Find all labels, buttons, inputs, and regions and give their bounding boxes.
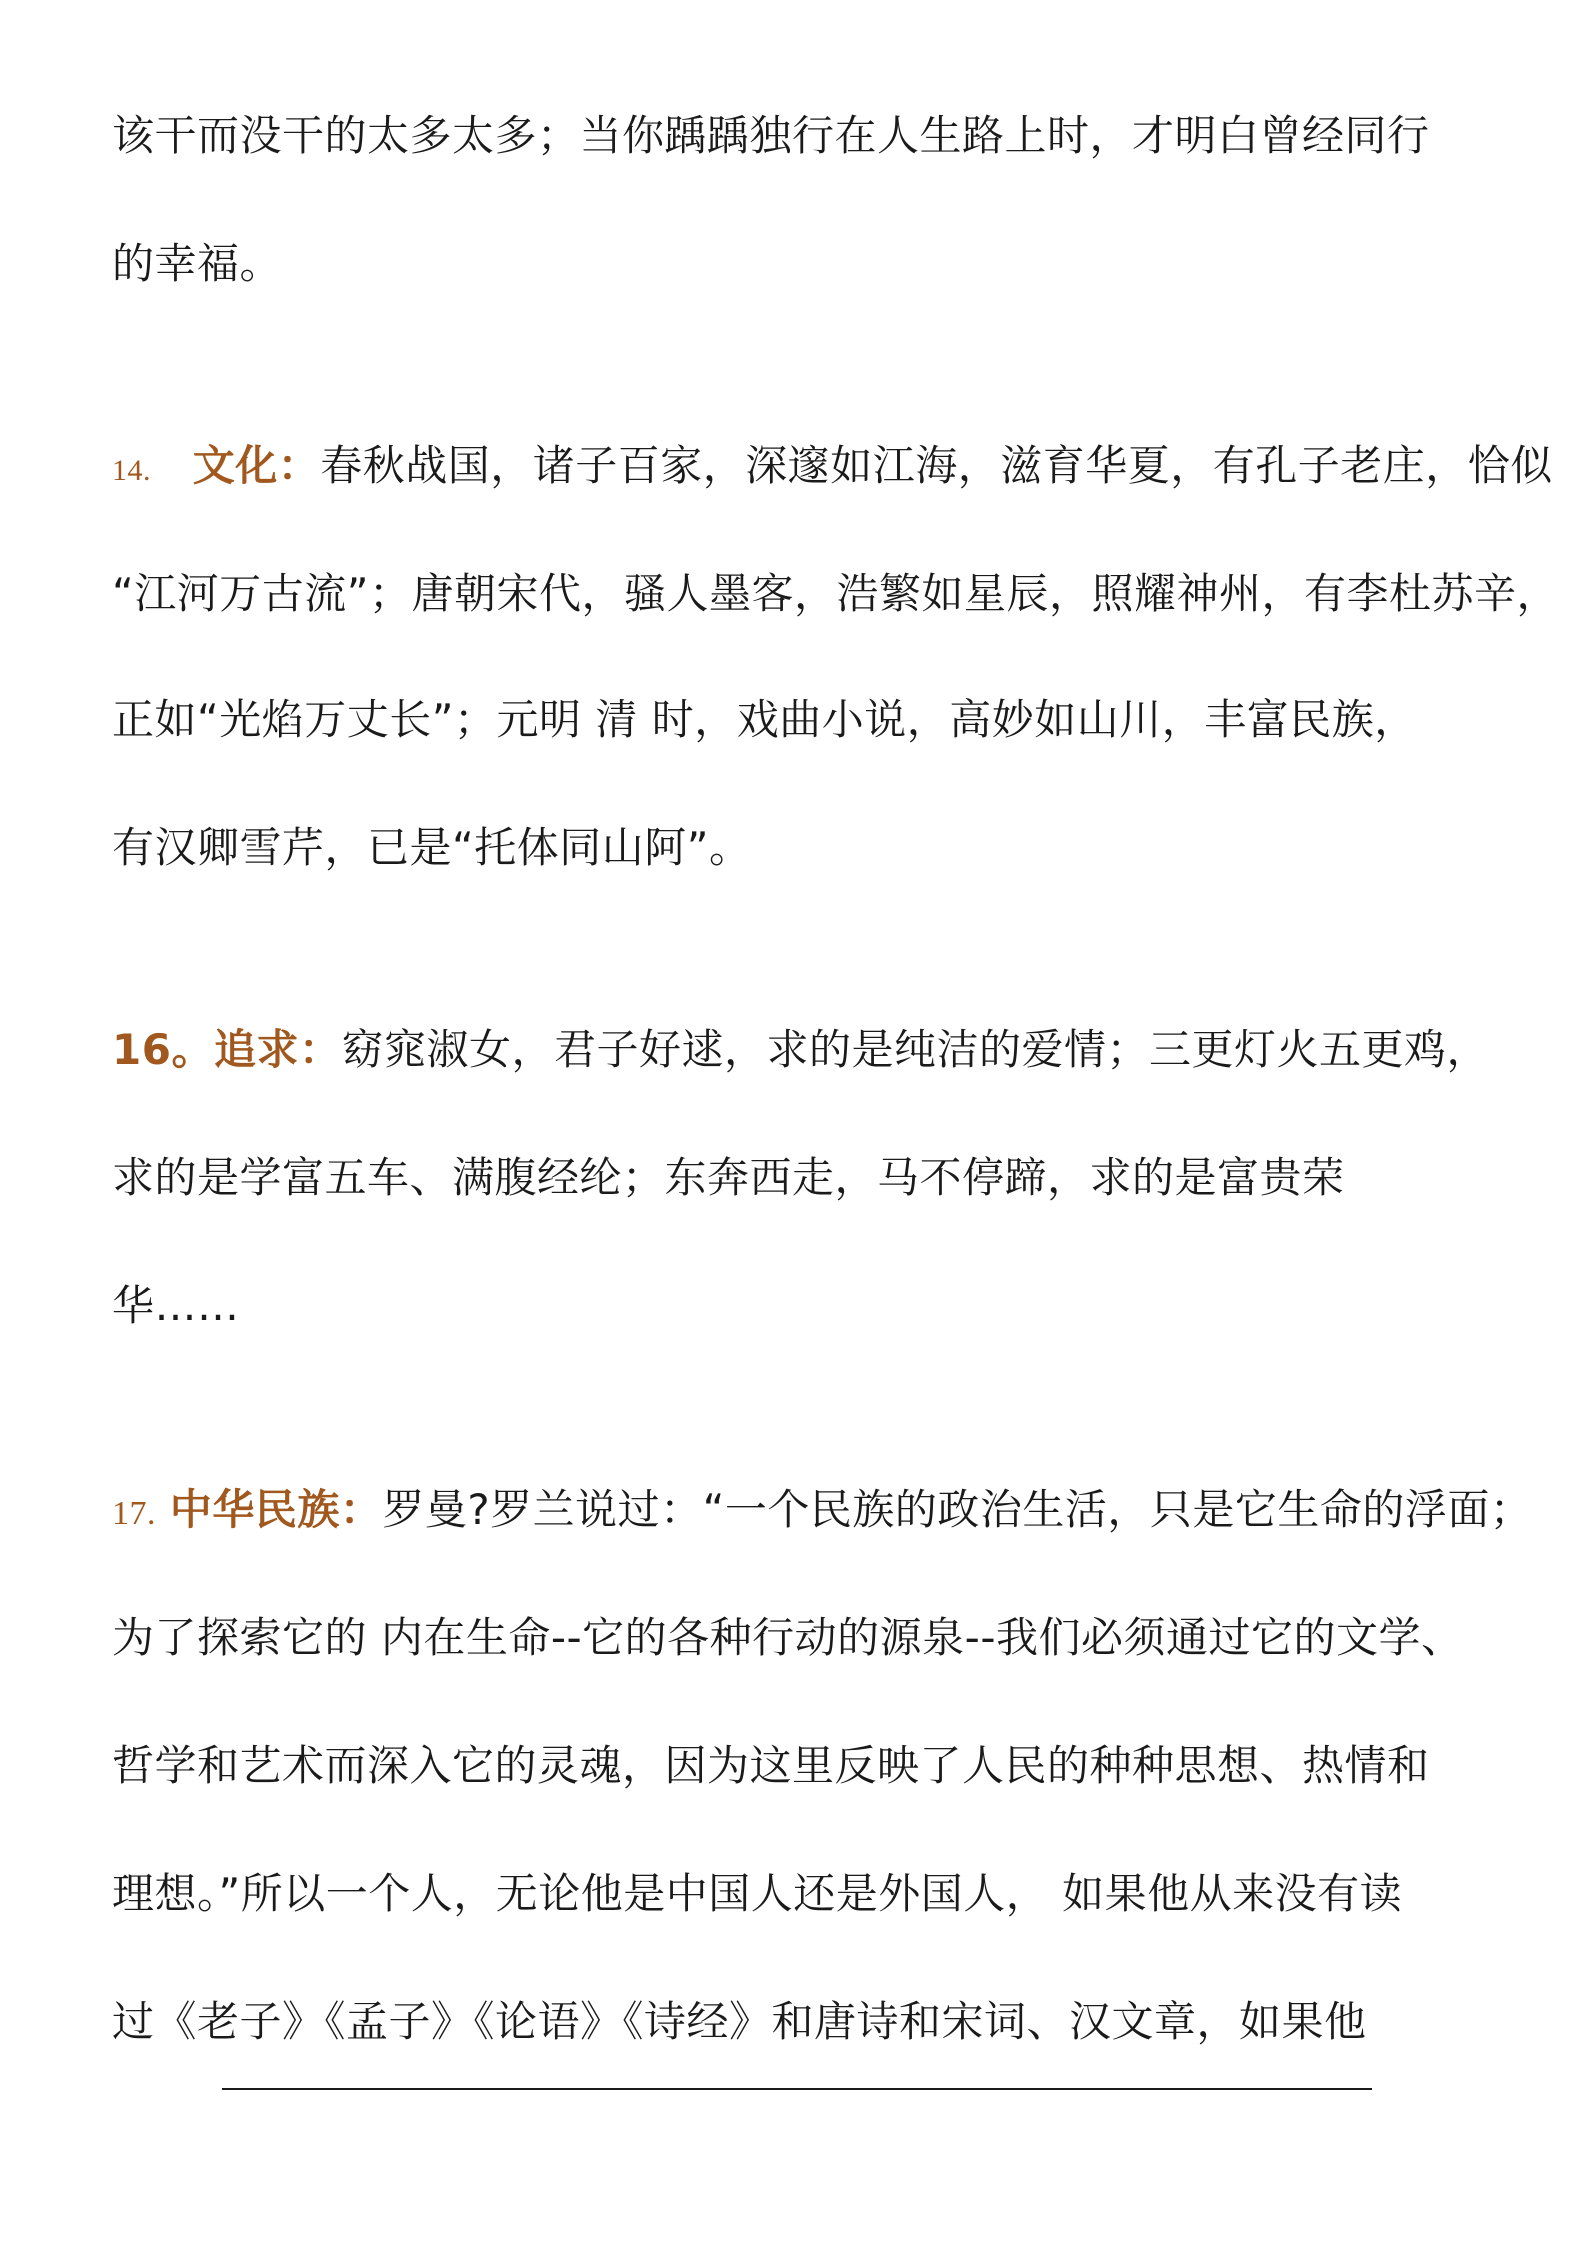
paragraph-number: 14. — [112, 454, 151, 487]
paragraph-line: 有汉卿雪芹，已是“托体同山阿”。 — [112, 823, 752, 872]
paragraph-line: 的幸福。 — [112, 239, 283, 288]
paragraph-line: 过《老子》《孟子》《论语》《诗经》和唐诗和宋词、汉文章，如果他 — [112, 1997, 1367, 2046]
paragraph-heading: 追求： — [213, 1025, 342, 1074]
paragraph-line: 正如“光焰万丈长”；元明 清 时，戏曲小说，高妙如山川，丰富民族， — [112, 695, 1417, 744]
paragraph-line: 哲学和艺术而深入它的灵魂，因为这里反映了人民的种种思想、热情和 — [112, 1741, 1430, 1790]
paragraph-line: 该干而没干的太多太多；当你踽踽独行在人生路上时，才明白曾经同行 — [112, 111, 1430, 160]
paragraph-14-line-1 — [112, 436, 1553, 501]
paragraph-text: 窈窕淑女，君子好逑，求的是纯洁的爱情；三更灯火五更鸡， — [341, 1025, 1489, 1074]
paragraph-17-line-1 — [112, 1480, 1532, 1544]
paragraph-line: 求的是学富五车、满腹经纶；东奔西走，马不停蹄，求的是富贵荣 — [112, 1153, 1345, 1202]
paragraph-line: 为了探索它的 内在生命--它的各种行动的源泉--我们必须通过它的文学、 — [112, 1613, 1464, 1662]
paragraph-16-line-1 — [112, 1020, 1489, 1080]
paragraph-line: 理想。”所以一个人，无论他是中国人还是外国人， 如果他从来没有读 — [112, 1869, 1403, 1918]
paragraph-line: “江河万古流”；唐朝宋代，骚人墨客，浩繁如星辰，照耀神州，有李杜苏辛， — [112, 569, 1560, 618]
paragraph-text: 罗曼?罗兰说过：“一个民族的政治生活，只是它生命的浮面； — [382, 1485, 1533, 1534]
footer-divider — [222, 2088, 1372, 2090]
paragraph-text: 春秋战国，诸子百家，深邃如江海，滋育华夏，有孔子老庄，恰似 — [320, 441, 1553, 490]
paragraph-number: 16。 — [112, 1025, 214, 1074]
paragraph-line: 华…… — [112, 1281, 240, 1330]
paragraph-heading: 中华民族： — [169, 1485, 383, 1534]
paragraph-heading: 文化： — [192, 441, 321, 490]
paragraph-number: 17. — [112, 1495, 156, 1532]
